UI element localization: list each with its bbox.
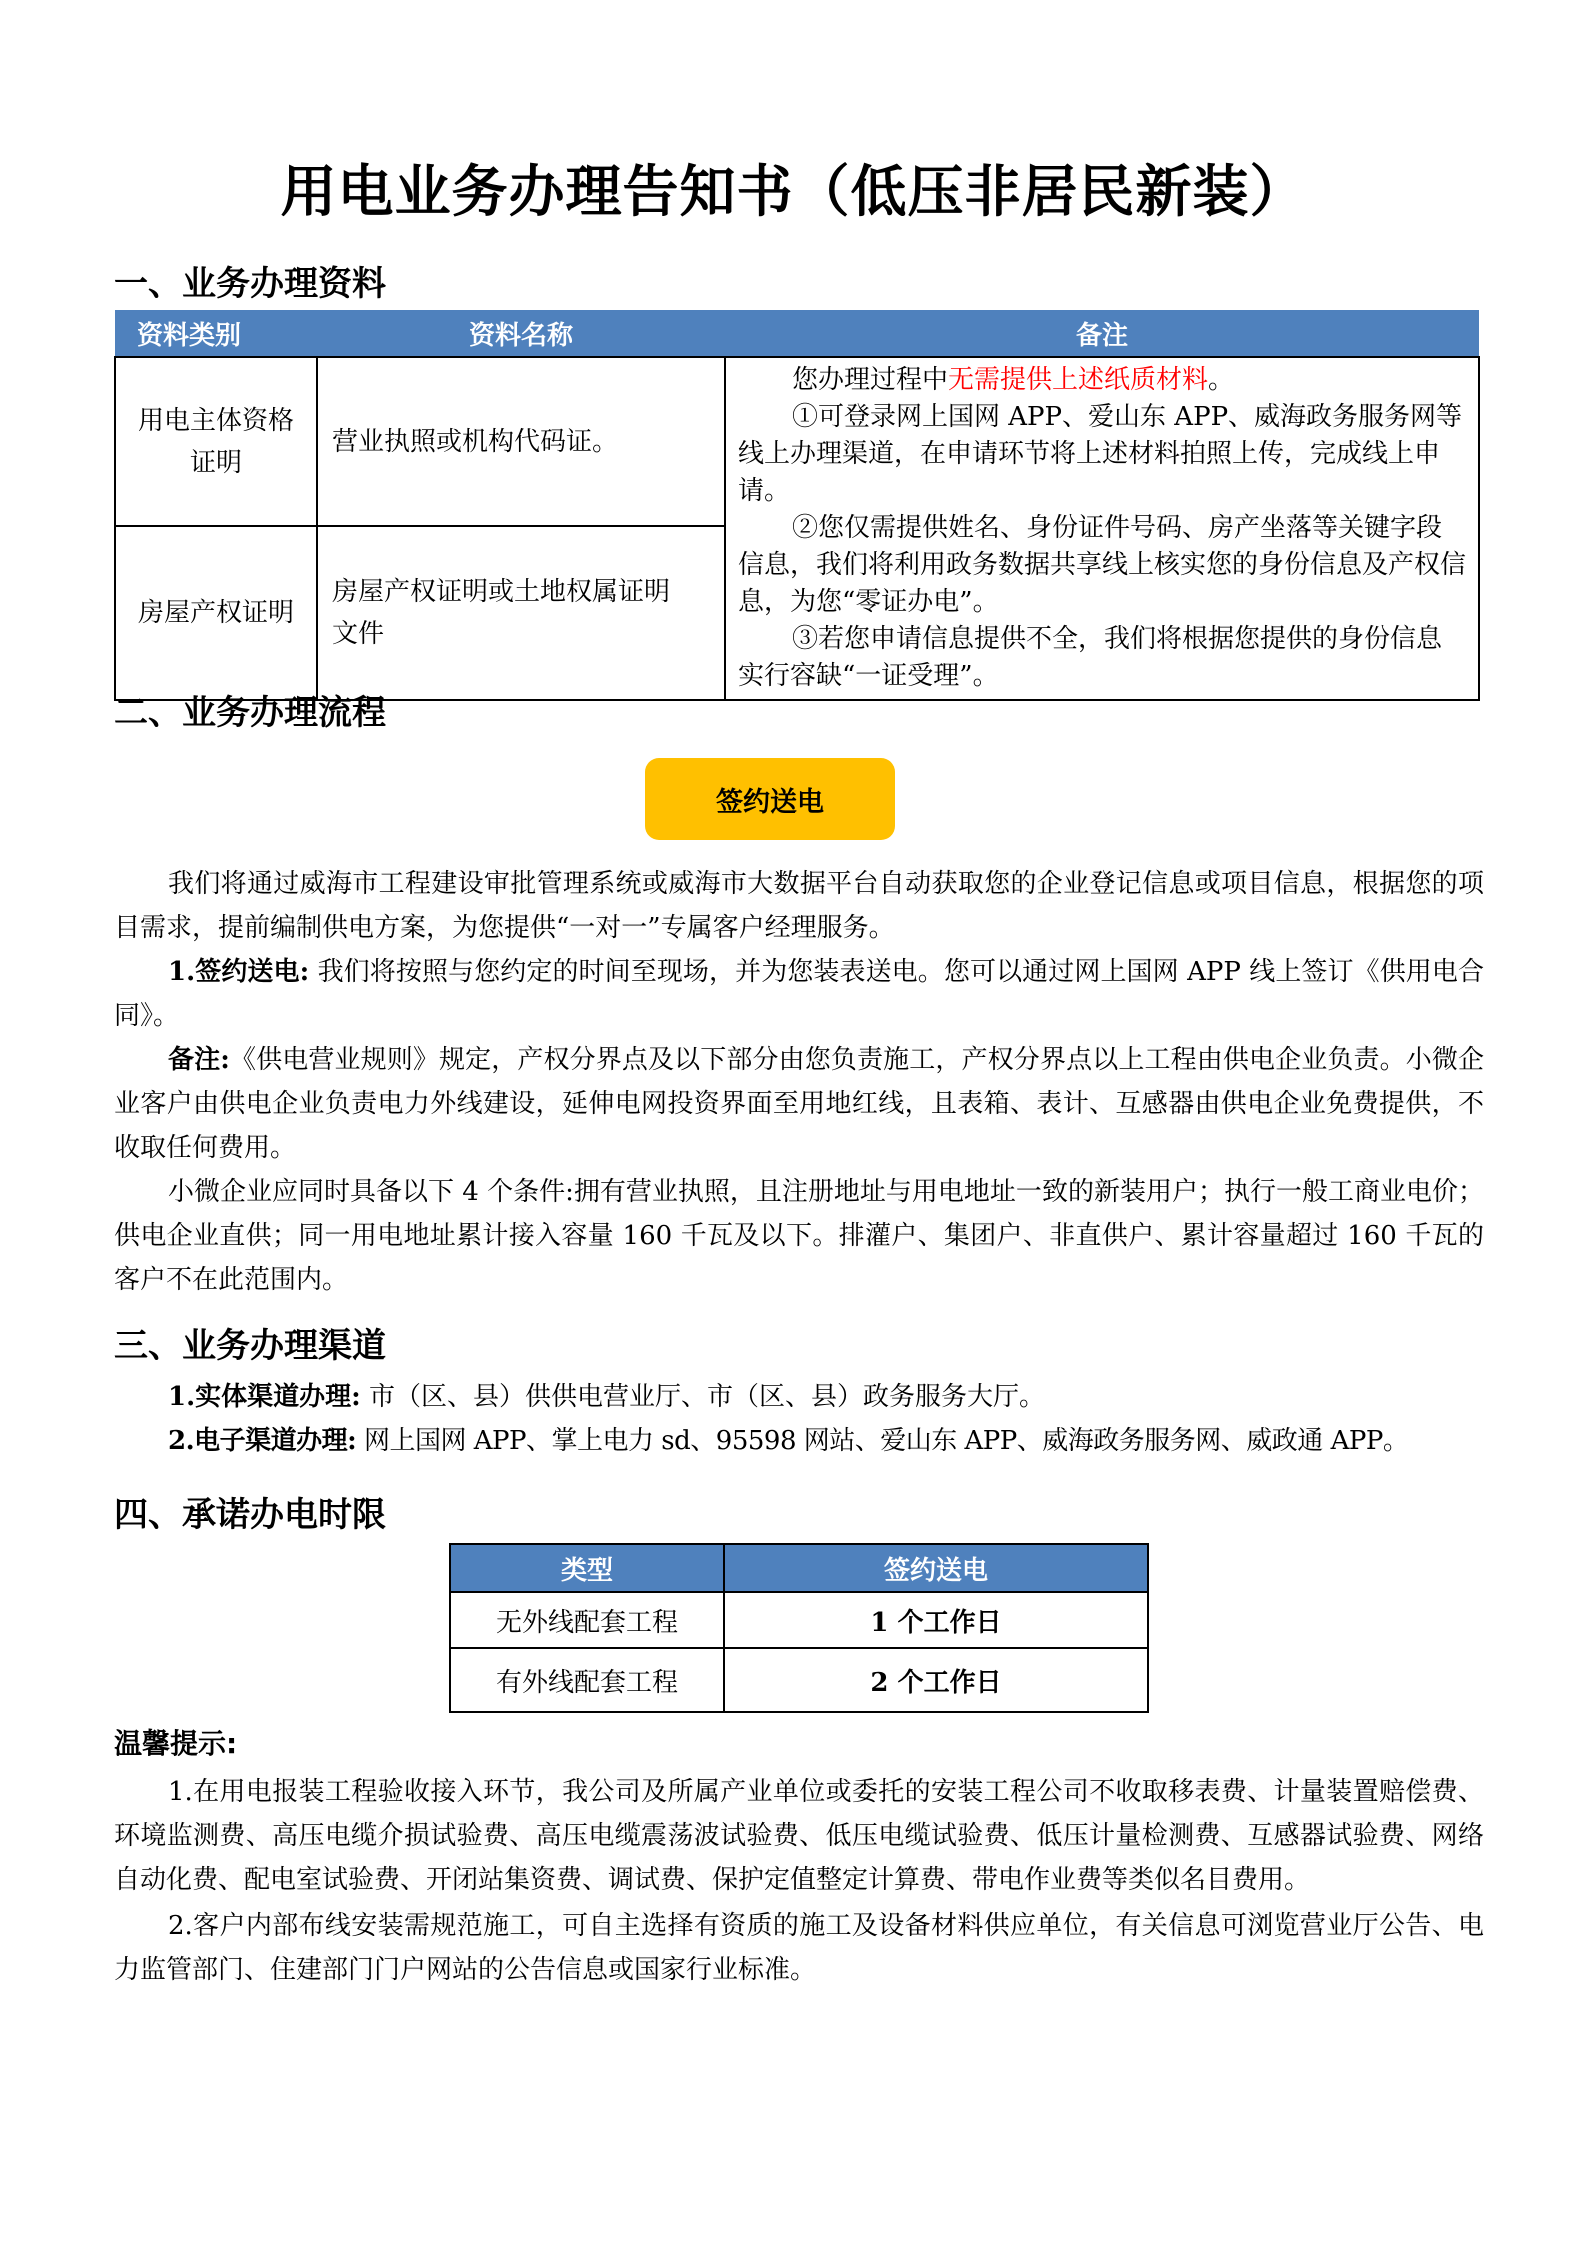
row-type: 无外线配套工程 bbox=[450, 1592, 724, 1648]
tips-list bbox=[114, 1770, 1484, 1992]
remark-text: 《供电营业规则》规定，产权分界点及以下部分由您负责施工，产权分界点以上工程由供电企业负责。小微企业客户由供电企业负责电力外线建设，延伸电网投资界面至用地红线，且表箱、表计、互感器由供电企业免费提供，不收取任何费用。 bbox=[114, 1045, 1484, 1163]
header-category: 资料类别 bbox=[115, 310, 317, 357]
table-row bbox=[450, 1592, 1148, 1648]
time-limit-table bbox=[449, 1543, 1149, 1713]
table-row bbox=[450, 1648, 1148, 1712]
step1-label: 1.签约送电: bbox=[168, 957, 310, 987]
small-business-conditions: 小微企业应同时具备以下 4 个条件:拥有营业执照，且注册地址与用电地址一致的新装用户；执行一般工商业电价；供电企业直供；同一用电地址累计接入容量 160 千瓦及以下。排灌户、集团户、非直供户、累计容量超过 160 千瓦的客户不在此范围内。 bbox=[114, 1177, 1484, 1295]
row-time: 2 个工作日 bbox=[724, 1648, 1148, 1712]
row-category: 用电主体资格证明 bbox=[115, 357, 317, 526]
row-category: 房屋产权证明 bbox=[115, 526, 317, 700]
channel1-label: 1.实体渠道办理: bbox=[168, 1382, 361, 1412]
materials-note bbox=[725, 357, 1479, 700]
section-heading-materials: 一、业务办理资料 bbox=[114, 264, 386, 304]
time-limit-header bbox=[450, 1544, 1148, 1592]
note-item3: ③若您申请信息提供不全，我们将根据您提供的身份信息实行容缺“一证受理”。 bbox=[738, 624, 1443, 691]
row-name: 房屋产权证明或土地权属证明文件 bbox=[317, 526, 725, 700]
materials-table bbox=[114, 310, 1480, 701]
channel-physical bbox=[114, 1375, 1484, 1419]
tips-title: 温馨提示: bbox=[114, 1727, 238, 1760]
process-description bbox=[114, 862, 1484, 1302]
channel-electronic bbox=[114, 1419, 1484, 1463]
materials-table-header bbox=[115, 310, 1479, 357]
tip-2: 2.客户内部布线安装需规范施工，可自主选择有资质的施工及设备材料供应单位，有关信息可浏览营业厅公告、电力监管部门、住建部门门户网站的公告信息或国家行业标准。 bbox=[114, 1911, 1484, 1985]
section-heading-process: 二、业务办理流程 bbox=[114, 693, 386, 733]
document-title: 用电业务办理告知书（低压非居民新装） bbox=[280, 160, 1307, 225]
header-type: 类型 bbox=[450, 1544, 724, 1592]
header-sign: 签约送电 bbox=[724, 1544, 1148, 1592]
tip-1: 1.在用电报装工程验收接入环节，我公司及所属产业单位或委托的安装工程公司不收取移表费、计量装置赔偿费、环境监测费、高压电缆介损试验费、高压电缆震荡波试验费、低压电缆试验费、低压计量检测费、互感器试验费、网络自动化费、配电室试验费、开闭站集资费、调试费、保护定值整定计算费、带电作业费等类似名目费用。 bbox=[114, 1777, 1484, 1895]
header-name: 资料名称 bbox=[317, 310, 725, 357]
step1-text: 我们将按照与您约定的时间至现场，并为您装表送电。您可以通过网上国网 APP 线上签订《供用电合同》。 bbox=[114, 957, 1484, 1031]
channels-list bbox=[114, 1375, 1484, 1463]
header-note: 备注 bbox=[725, 310, 1479, 357]
note-item1: ①可登录网上国网 APP、爱山东 APP、威海政务服务网等线上办理渠道，在申请环节将上述材料拍照上传，完成线上申请。 bbox=[738, 402, 1463, 506]
note-line1-suffix: 。 bbox=[1208, 365, 1235, 395]
note-item2: ②您仅需提供姓名、身份证件号码、房产坐落等关键字段信息，我们将利用政务数据共享线上核实您的身份信息及产权信息，为您“零证办电”。 bbox=[738, 513, 1467, 617]
process-step1 bbox=[114, 950, 1484, 1038]
row-name: 营业执照或机构代码证。 bbox=[317, 357, 725, 526]
remark-label: 备注: bbox=[168, 1045, 230, 1075]
row-time: 1 个工作日 bbox=[724, 1592, 1148, 1648]
process-intro: 我们将通过威海市工程建设审批管理系统或威海市大数据平台自动获取您的企业登记信息或项目信息，根据您的项目需求，提前编制供电方案，为您提供“一对一”专属客户经理服务。 bbox=[114, 869, 1484, 943]
table-row bbox=[115, 357, 1479, 526]
note-highlight: 无需提供上述纸质材料 bbox=[948, 365, 1209, 395]
note-line1 bbox=[738, 362, 1466, 399]
note-line1-prefix: 您办理过程中 bbox=[792, 365, 949, 395]
channel1-text: 市（区、县）供供电营业厅、市（区、县）政务服务大厅。 bbox=[360, 1382, 1046, 1412]
row-type: 有外线配套工程 bbox=[450, 1648, 724, 1712]
channel2-label: 2.电子渠道办理: bbox=[168, 1426, 357, 1456]
process-remark bbox=[114, 1038, 1484, 1170]
channel2-text: 网上国网 APP、掌上电力 sd、95598 网站、爱山东 APP、威海政务服务网、威政通 APP。 bbox=[356, 1426, 1409, 1456]
flow-step-box: 签约送电 bbox=[645, 758, 895, 840]
section-heading-channels: 三、业务办理渠道 bbox=[114, 1326, 386, 1366]
section-heading-time-limit: 四、承诺办电时限 bbox=[114, 1495, 386, 1535]
